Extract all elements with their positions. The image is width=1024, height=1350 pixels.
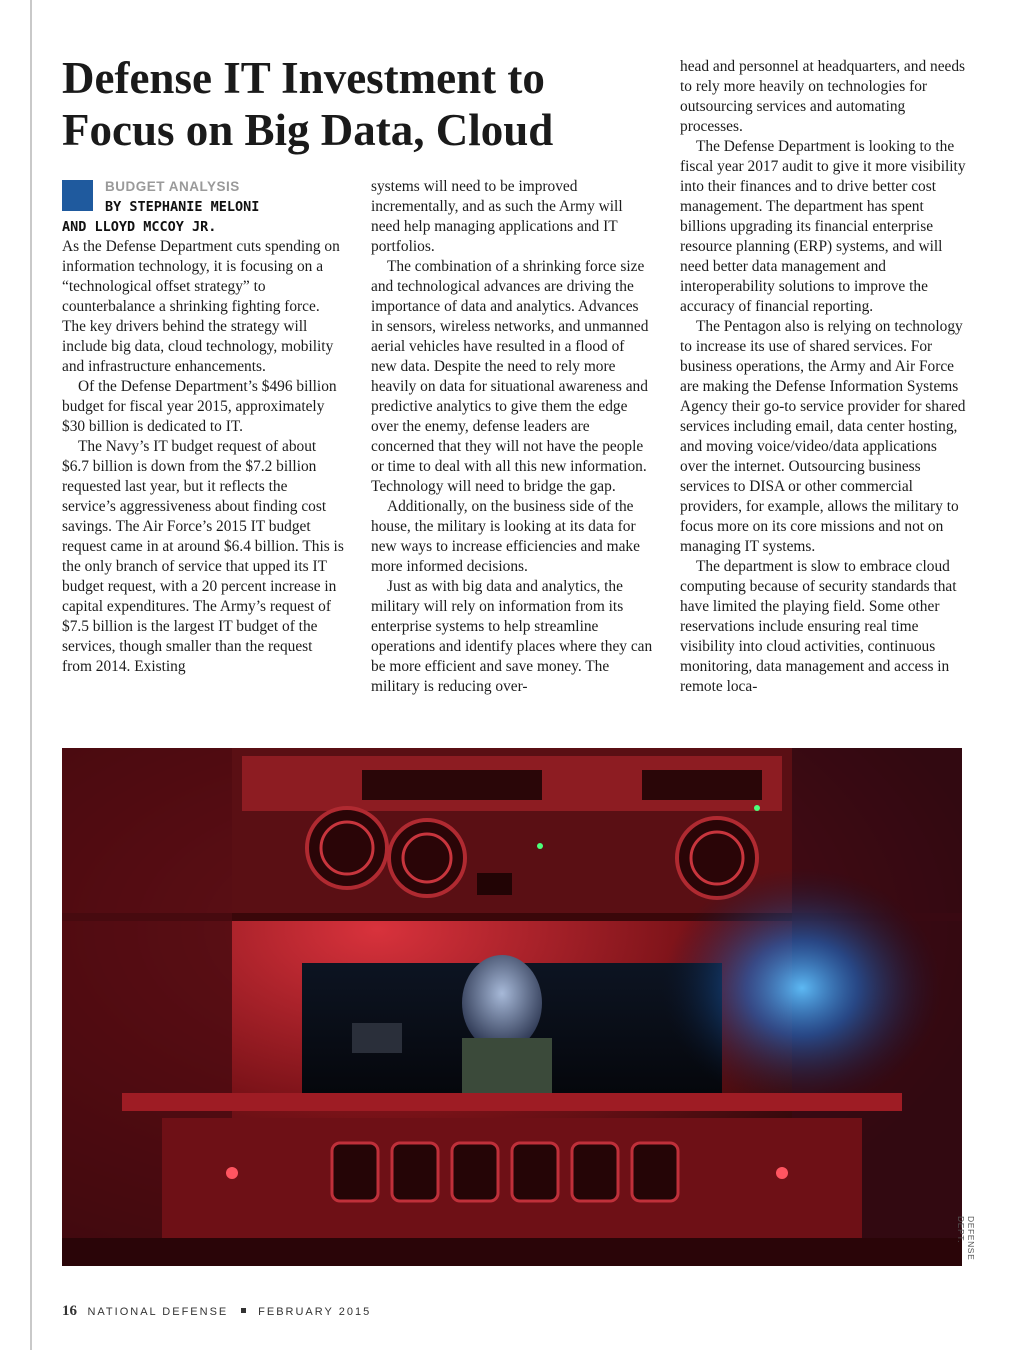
section-kicker: BUDGET ANALYSIS xyxy=(105,179,240,194)
section-square-icon xyxy=(62,180,93,211)
paragraph: As the Defense Department cuts spending on information technology, it is focusing on a “technological offset strategy” to counterbalance a shrinking fighting force. The key drivers behind the strategy will include big data, cloud technology, mobility and infrastructure enhancements. xyxy=(62,238,340,375)
paragraph: Additionally, on the business side of the house, the military is looking at its data for new ways to increase efficiencies and make more informed decisions. xyxy=(371,498,640,575)
issue-date: FEBRUARY 2015 xyxy=(258,1306,372,1318)
paragraph: The Pentagon also is relying on technology to increase its use of shared services. For business operations, the Army and Air Force are making the Defense Information Systems Agency their go-to service provider for shared services including email, data center hosting, and moving voice/video/data applications over the internet. Outsourcing business services to DISA or other commercial providers, for example, allows the military to focus more on its core missions and not on managing IT systems. xyxy=(680,318,966,555)
page-number: 16 xyxy=(62,1303,77,1319)
paragraph: The Defense Department is looking to the fiscal year 2017 audit to give it more visibility into their finances and to drive better cost management. The department has spent billions upgrading its financial enterprise resource planning (ERP) systems, and will need better data management and interoperability solutions to improve the accuracy of financial reporting. xyxy=(680,138,966,315)
article-column-2 xyxy=(371,177,653,697)
paragraph: Just as with big data and analytics, the military will rely on information from its enterprise systems to help streamline operations and identify places where they can be more efficient and save money. The military is reducing over- xyxy=(371,578,653,695)
byline-block xyxy=(62,177,344,217)
footer-separator xyxy=(241,1308,246,1313)
server-rack-illustration xyxy=(62,748,962,1266)
photo-credit: DEFENSE DEPT. xyxy=(956,1216,976,1261)
paragraph: systems will need to be improved incrementally, and as such the Army will need help managing applications and IT portfolios. xyxy=(371,178,623,255)
article-headline: Defense IT Investment to Focus on Big Data, Cloud xyxy=(62,53,554,155)
paragraph: head and personnel at headquarters, and needs to rely more heavily on technologies for outsourcing services and automating processes. xyxy=(680,58,966,135)
server-room-photo xyxy=(62,748,962,1266)
article-column-3 xyxy=(680,57,966,697)
byline-authors-line1: BY STEPHANIE MELONI xyxy=(105,199,260,215)
paragraph: Of the Defense Department’s $496 billion budget for fiscal year 2015, approximately $30 billion is dedicated to IT. xyxy=(62,378,337,435)
paragraph: The department is slow to embrace cloud computing because of security standards that have limited the playing field. Some other reservations include ensuring real time visibility into cloud activities, continuous monitoring, data management and access in remote loca- xyxy=(680,558,957,695)
byline-authors-line2: AND LLOYD MCCOY JR. xyxy=(62,219,217,235)
paragraph: The combination of a shrinking force size and technological advances are driving the importance of data and analytics. Advances in sensors, wireless networks, and unmanned aerial vehicles have resulted in a flood of new data. Despite the need to rely more heavily on data for situational awareness and predictive analytics to give them the edge over the enemy, defense leaders are concerned that they will not have the people or time to deal with all this new information. Technology will need to bridge the gap. xyxy=(371,258,649,495)
article-column-1 xyxy=(62,177,344,677)
page-footer xyxy=(62,1302,371,1320)
publication-name: NATIONAL DEFENSE xyxy=(87,1306,229,1318)
paragraph: The Navy’s IT budget request of about $6.7 billion is down from the $7.2 billion requested last year, but it reflects the service’s aggressiveness about finding cost savings. The Air Force’s 2015 IT budget request came in at around $6.4 billion. This is the only branch of service that upped its IT budget request, with a 20 percent increase in capital expenditures. The Army’s request of $7.5 billion is the largest IT budget of the services, though smaller than the request from 2014. Existing xyxy=(62,438,344,675)
page-edge-rule xyxy=(30,0,32,1350)
